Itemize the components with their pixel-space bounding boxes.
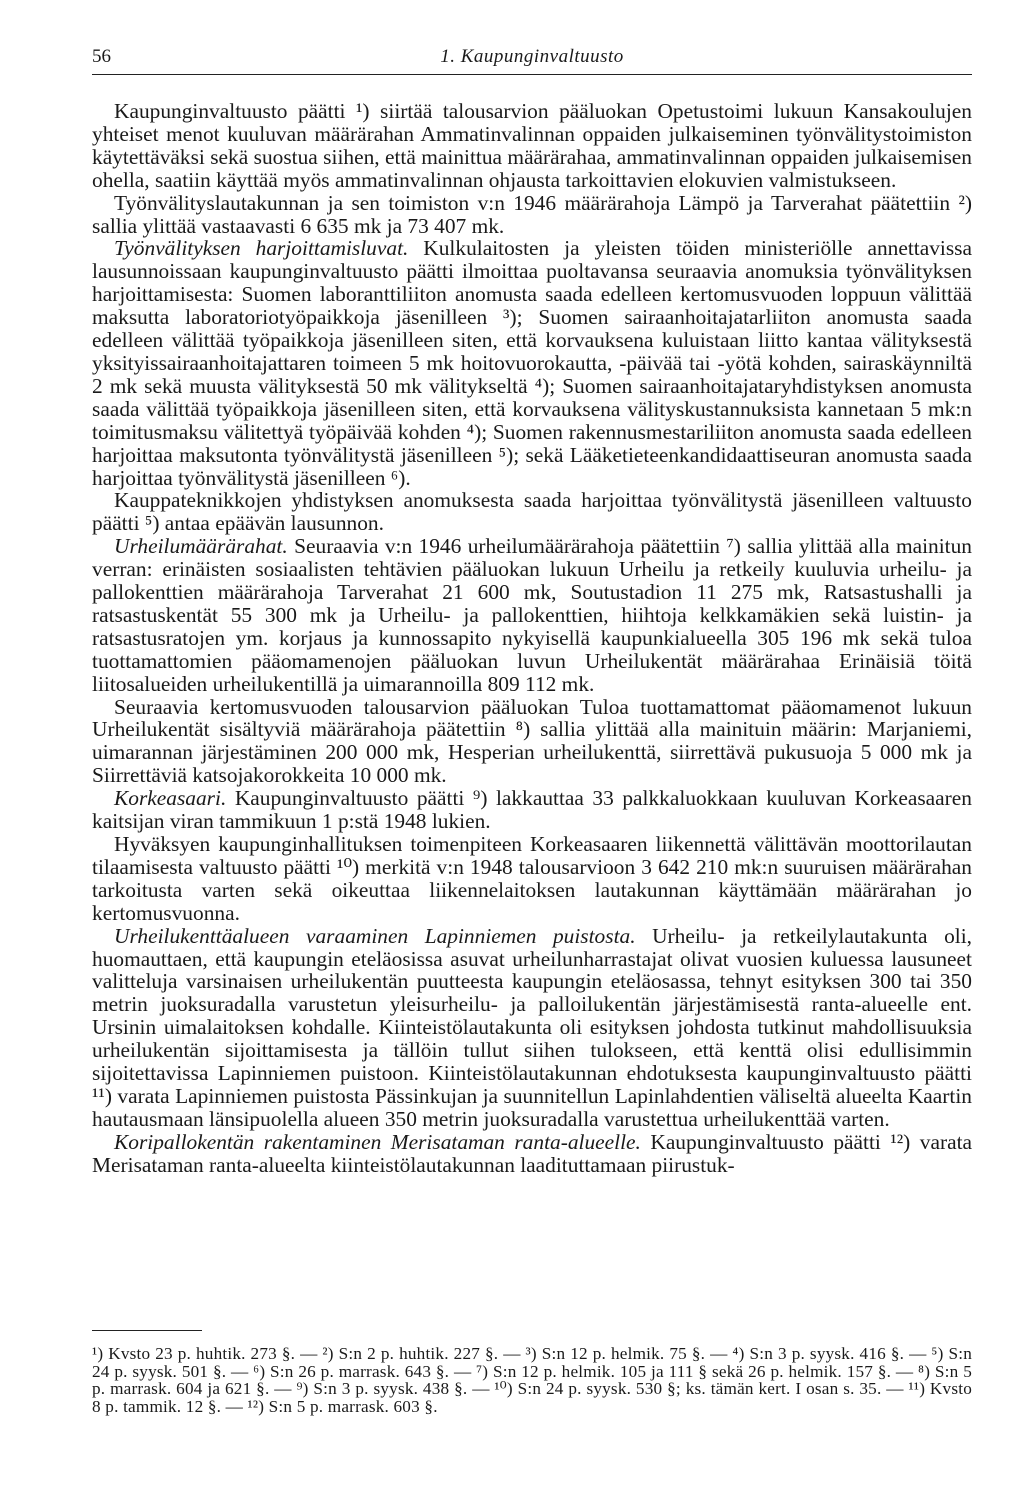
page-number: 56	[92, 46, 111, 67]
paragraph-text: Urheilu- ja retkeilylautakunta oli, huomauttaen, että kaupungin eteläosissa asuvat urheilunharrastajat olivat vuosien kuluessa lausuneet valitteluja varsinaisen urheilukentän puutteesta kaupungin eteläosassa, tehnyt esityksen 300 tai 350 metrin juoksuradalla varustetun yleisurheilu- ja palloilukentän järjestämisestä ranta-alueelle ent. Ursinin uimalaitoksen kohdalle. Kiinteistölautakunta oli esityksen johdosta tutkinut mahdollisuuksia urheilukentän sijoittamisesta ja tällöin tullut siihen tulokseen, että kenttä olisi edullisimmin sijoitettavissa Lapinniemen puistoon. Kiinteistölautakunnan ehdotuksesta kaupunginvaltuusto päätti ¹¹) varata Lapinniemen puistosta Pässinkujan ja suunnitellun Lapinlahdentien väliseltä alueelta Kaartin hautausmaan länsipuolella alueen 350 metrin juoksuradalla varustettua urheilukenttää varten.	[92, 923, 972, 1131]
page-header	[92, 46, 972, 75]
paragraph: Kauppateknikkojen yhdistyksen anomuksesta saada harjoittaa työnvälitystä jäsenilleen valtuusto päätti ⁵) antaa epäävän lausunnon.	[92, 488, 972, 536]
paragraph	[92, 925, 972, 1131]
section-heading: Koripallokentän rakentaminen Merisataman ranta-alueelle.	[114, 1129, 641, 1154]
running-head: 1. Kaupunginvaltuusto	[440, 46, 624, 67]
paragraph-text: Kaupunginvaltuusto päätti ⁹) lakkauttaa 33 palkkaluokkaan kuuluvan Korkeasaaren kaitsijan viran tammikuun 1 p:stä 1948 lukien.	[92, 786, 972, 834]
paragraph: Kaupunginvaltuusto päätti ¹) siirtää talousarvion pääluokan Opetustoimi lukuun Kansakoulujen yhteiset menot kuuluvan määrärahan Ammatinvalinnan oppaiden julkaiseminen työnvälitystoimiston käytettäväksi sekä suostua siihen, että mainittua määrärahaa, ammatinvalinnan oppaiden julkaisemisen ohella, saatiin käyttää myös ammatinvalinnan ohjausta tarkoittavien elokuvien valmistukseen.	[92, 99, 972, 192]
section-heading: Korkeasaari.	[114, 786, 227, 811]
paragraph	[92, 787, 972, 833]
paragraph-text: Kulkulaitosten ja yleisten töiden ministeriölle annettavissa lausunnoissaan kaupunginvaltuusto päätti ilmoittaa puoltavansa seuraavia anomuksia työnvälityksen harjoittamisesta: Suomen laboranttiliiton anomusta saada edelleen kertomusvuoden loppuun välittää maksutta laboratoriotyöpaikkoja jäsenilleen ³); Suomen sairaanhoitajatarliiton anomusta saada edelleen välittää työpaikkoja jäsenilleen siten, että korvauksena kuluistaan liitto kantaa välityksestä yksityissairaanhoitajattaren toimeen 5 mk hoitovuorokautta, -päivää tai -yötä kohden, sairaskäynniltä 2 mk sekä muusta välityksestä 50 mk välitykseltä ⁴); Suomen sairaanhoitajataryhdistyksen anomusta saada välittää työpaikkoja jäsenilleen siten, että korvauksena välityskustannuksista kannetaan 5 mk:n toimitusmaksu välitettyä työpäivää kohden ⁴); Suomen rakennusmestariliiton anomusta saada edelleen harjoittaa maksutonta työnvälitystä jäsenilleen ⁵); sekä Lääketieteenkandidaattiseuran anomusta saada harjoittaa työnvälitystä jäsenilleen ⁶).	[92, 236, 972, 490]
paragraph: Työnvälityslautakunnan ja sen toimiston v:n 1946 määrärahoja Lämpö ja Tarverahat päätettiin ²) sallia ylittää vastaavasti 6 635 mk ja 73 407 mk.	[92, 190, 972, 238]
paragraph: Seuraavia kertomusvuoden talousarvion pääluokan Tuloa tuottamattomat pääomamenot lukuun Urheilukentät sisältyviä määrärahoja päätettiin ⁸) sallia ylittää alla mainituin määrin: Marjaniemi, uimarannan järjestäminen 200 000 mk, Hesperian urheilukenttä, siirrettävä pukusuoja 5 000 mk ja Siirrettäviä katsojakorokkeita 10 000 mk.	[92, 694, 972, 788]
paragraph	[92, 535, 972, 695]
section-heading: Työnvälityksen harjoittamisluvat.	[114, 236, 409, 261]
footnotes	[92, 1345, 972, 1415]
body-text	[92, 100, 972, 1177]
paragraph-text: Seuraavia v:n 1946 urheilumäärärahoja päätettiin ⁷) sallia ylittää alla mainitun verran: erinäisten sosiaalisten tehtävien pääluokan lukuun Urheilu ja retkeily kuuluvia urheilu- ja pallokenttien määrärahoja Tarverahat 21 600 mk, Soutustadion 11 275 mk, Ratsastushalli ja ratsastuskentät 55 300 mk ja Urheilu- ja pallokenttien, hiihtoja kelkkamäkien sekä luistin- ja ratsastusratojen ym. korjaus ja kunnossapito nykyisellä kaupunkialueella 305 196 mk sekä tuloa tuottamattomien pääomamenojen pääluokan luvun Urheilukentät määrärahaa Erinäisiä töitä liitosalueiden urheilukentillä ja uimarannoilla 809 112 mk.	[92, 534, 972, 696]
section-heading: Urheilumäärärahat.	[114, 534, 288, 559]
section-heading: Urheilukenttäalueen varaaminen Lapinniemen puistosta.	[114, 923, 636, 948]
paragraph	[92, 237, 972, 489]
footnote-divider	[92, 1330, 202, 1331]
footnote-text: ¹) Kvsto 23 p. huhtik. 273 §. — ²) S:n 2 p. huhtik. 227 §. — ³) S:n 12 p. helmik. 75 §. — ⁴) S:n 3 p. syysk. 416 §. — ⁵) S:n 24 p. syysk. 501 §. — ⁶) S:n 26 p. marrask. 643 §. — ⁷) S:n 12 p. helmik. 105 ja 111 § sekä 26 p. helmik. 157 §. — ⁸) S:n 5 p. marrask. 604 ja 621 §. — ⁹) S:n 3 p. syysk. 438 §. — ¹⁰) S:n 24 p. syysk. 530 §; ks. tämän kert. I osan s. 35. — ¹¹) Kvsto 8 p. tammik. 12 §. — ¹²) S:n 5 p. marrask. 603 §.	[92, 1344, 972, 1416]
paragraph	[92, 1131, 972, 1177]
paragraph: Hyväksyen kaupunginhallituksen toimenpiteen Korkeasaaren liikennettä välittävän moottorilautan tilaamisesta valtuusto päätti ¹⁰) merkitä v:n 1948 talousarvioon 3 642 210 mk:n suuruisen määrärahan tarkoitusta varten sekä oikeuttaa liikennelaitoksen lautakunnan käyttämään määrärahan jo kertomusvuonna.	[92, 832, 972, 925]
paragraph-text: Kaupunginvaltuusto päätti ¹²) varata Merisataman ranta-alueelta kiinteistölautakunnan laadituttamaan piirustuk-	[92, 1129, 972, 1177]
